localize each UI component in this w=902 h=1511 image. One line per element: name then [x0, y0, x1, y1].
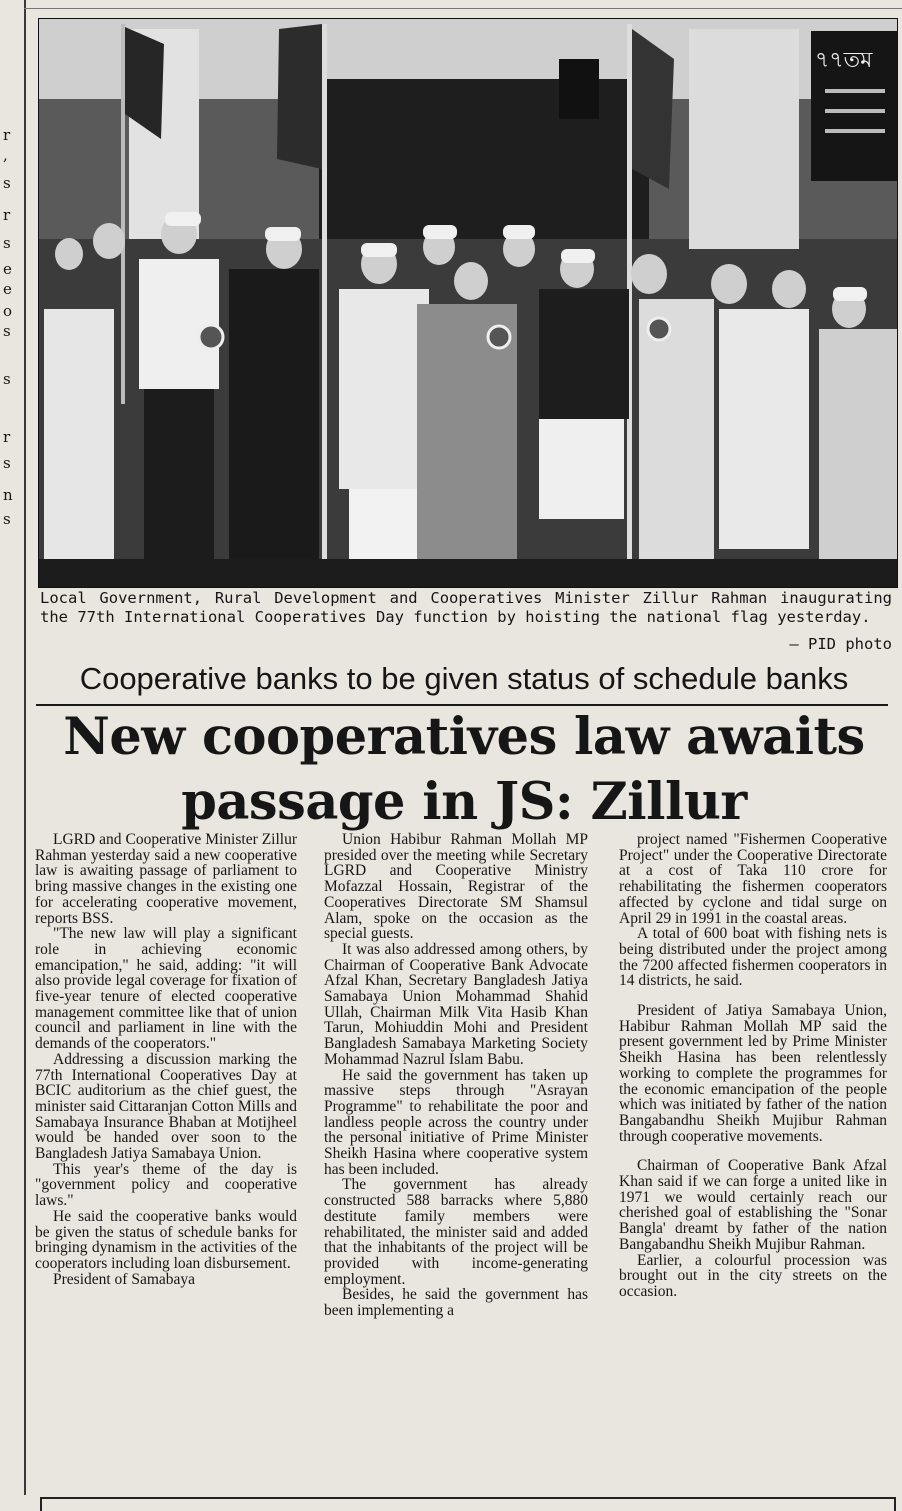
- margin-fragment: r: [3, 206, 11, 224]
- article-paragraph: He said the cooperative banks would be given the status of schedule banks for bringing dynamism in the activities of the cooperators including loan disbursement.: [35, 1207, 297, 1272]
- article-column-1: [35, 832, 297, 1287]
- article-paragraph: A total of 600 boat with fishing nets is being distributed under the project among the 7200 affected fishermen cooperators in 14 districts, he said.: [619, 925, 887, 990]
- article-paragraph: President of Samabaya: [53, 1270, 196, 1288]
- article-paragraph: Chairman of Cooperative Bank Afzal Khan said if we can forge a united like in 1971 we would certainly reach our cherished goal of establishing the "Sonar Bangla' dreamt by father of the nation Bangabandhu Sheikh Mujibur Rahman.: [619, 1157, 887, 1253]
- margin-fragment: s: [3, 370, 11, 388]
- article-paragraph: project named "Fishermen Cooperative Project" under the Cooperative Directorate at a cost of Taka 110 crore for rehabilitating the fishermen cooperators affected by cyclone and tidal surge on April 29 in 1991 in the coastal areas.: [619, 831, 887, 927]
- margin-fragment: o: [3, 302, 13, 320]
- margin-fragment: n: [3, 486, 13, 504]
- margin-fragment: s: [3, 510, 11, 528]
- article-column-2: [324, 832, 588, 1319]
- article-column-3: [619, 832, 887, 1300]
- article-paragraph: The government has already constructed 588 barracks where 5,880 destitute family members were rehabilitated, the minister said and added that the inhabitants of the project will be provided with income-generating employment.: [324, 1176, 588, 1288]
- article-paragraph: Earlier, a colourful procession was brought out in the city streets on the occasion.: [619, 1251, 887, 1300]
- article-paragraph: LGRD and Cooperative Minister Zillur Rahman yesterday said a new cooperative law is awaiting passage of parliament to bring massive changes in the existing one for accelerating cooperative movement, reports BSS.: [35, 831, 297, 927]
- sign-text: ৭৭তম: [815, 48, 873, 73]
- margin-fragment: s: [3, 174, 11, 192]
- news-photo: [38, 18, 898, 588]
- margin-fragment: r: [3, 126, 11, 144]
- headline-line-1: New cooperatives law awaits: [63, 707, 865, 767]
- article-paragraph: Union Habibur Rahman Mollah MP presided over the meeting while Secretary LGRD and Cooperative Ministry Mofazzal Hossain, Registrar of the Cooperatives Directorate SM Shamsul Alam, spoke on the occasion as the special guests.: [324, 831, 588, 943]
- main-headline: [36, 705, 892, 835]
- headline-line-2: passage in JS: Zillur: [181, 772, 747, 832]
- margin-fragment: s: [3, 454, 11, 472]
- article-paragraph: This year's theme of the day is "government policy and cooperative laws.": [35, 1160, 297, 1210]
- article-paragraph: He said the government has taken up massive steps through "Asrayan Programme" to rehabilitate the poor and landless people across the country under the personal initiative of Prime Minister Sheikh Hasina where cooperative system has been included.: [324, 1066, 588, 1178]
- article-paragraph: President of Jatiya Samabaya Union, Habibur Rahman Mollah MP said the present government led by Prime Minister Sheikh Hasina has been relentlessly working to complete the programmes for the economic emancipation of the people which was initiated by father of the nation Bangabandhu Sheikh Mujibur Rahman through cooperative movements.: [619, 1002, 887, 1145]
- margin-fragment: s: [3, 322, 11, 340]
- kicker-headline: Cooperative banks to be given status of schedule banks: [79, 661, 849, 696]
- margin-fragment: e: [3, 260, 12, 278]
- margin-fragment: r: [3, 428, 11, 446]
- margin-fragment: s: [3, 234, 11, 252]
- photo-credit: — PID photo: [789, 635, 892, 653]
- photo-caption: Local Government, Rural Development and Cooperatives Minister Zillur Rahman inaugurating the 77th International Cooperatives Day function by hoisting the national flag yesterday.: [40, 589, 892, 626]
- column-rule: [24, 0, 26, 1495]
- margin-fragment: e: [3, 280, 12, 298]
- top-rule: [24, 8, 902, 9]
- article-paragraph: "The new law will play a significant role in achieving economic emancipation," he said, adding: "it will also provide legal coverage for fixation of five-year tenure of elected cooperative management committee like that of union council and parliament in line with the demands of the cooperators.": [35, 925, 297, 1053]
- margin-fragment: ,: [3, 146, 8, 164]
- article-paragraph: Besides, he said the government has been implementing a: [324, 1286, 588, 1320]
- article-paragraph: Addressing a discussion marking the 77th International Cooperatives Day at BCIC auditorium as the chief guest, the minister said Cittaranjan Cotton Mills and Samabaya Insurance Bhaban at Motijheel would be handed over soon to the Bangladesh Jatiya Samabaya Union.: [35, 1050, 297, 1163]
- left-margin-fragments: [0, 0, 22, 1509]
- article-paragraph: It was also addressed among others, by Chairman of Cooperative Bank Advocate Afzal Khan, Secretary Bangladesh Jatiya Samabaya Union Mohammad Shahid Ullah, Chairman Milk Vita Hasib Khan Tarun, Mohiuddin Mohi and President Bangladesh Samabaya Marketing Society Mohammad Nazrul Islam Babu.: [324, 940, 588, 1068]
